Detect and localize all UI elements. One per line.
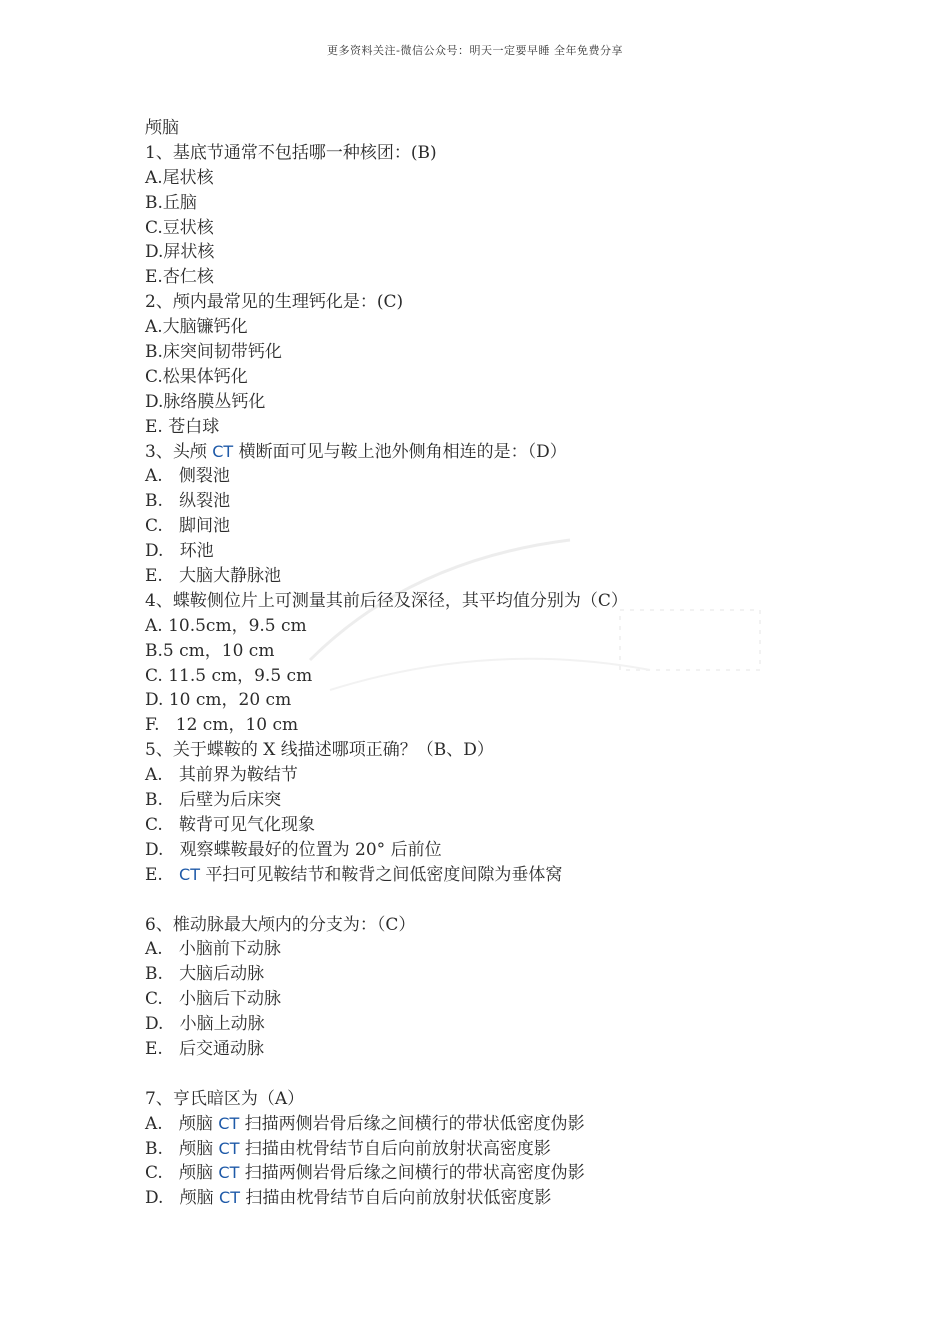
option-prefix: A. 颅脑 [145, 1113, 219, 1134]
question-document [145, 116, 865, 1211]
spacer [145, 1062, 865, 1087]
option: A.尾状核 [145, 167, 214, 188]
option [145, 1186, 865, 1211]
option-prefix: E. [145, 864, 180, 885]
option: D. 小脑上动脉 [145, 1014, 265, 1035]
option: E.杏仁核 [145, 267, 214, 288]
header-banner: 更多资料关注-微信公众号：明天一定要早睡 全年免费分享 [327, 44, 623, 57]
option: C. 鞍背可见气化现象 [145, 814, 316, 835]
option: C.松果体钙化 [145, 366, 248, 387]
option: E. 大脑大静脉池 [145, 566, 282, 587]
ct-term: CT [212, 441, 234, 461]
stem-text: 横断面可见与鞍上池外侧角相连的是：（D） [233, 441, 567, 462]
option-prefix: C. 颅脑 [145, 1163, 219, 1184]
option [145, 863, 865, 888]
section-title: 颅脑 [145, 118, 179, 138]
option-text: 扫描由枕骨结节自后向前放射状低密度影 [240, 1188, 552, 1209]
option: B.丘脑 [145, 192, 197, 213]
option-text: 扫描两侧岩骨后缘之间横行的带状低密度伪影 [239, 1113, 585, 1134]
option: B. 后壁为后床突 [145, 790, 282, 811]
stem-text: 3、头颅 [145, 441, 213, 462]
option: D. 观察蝶鞍最好的位置为 20° 后前位 [145, 839, 442, 860]
question-stem: 6、椎动脉最大颅内的分支为：（C） [145, 914, 416, 935]
option: B.床突间韧带钙化 [145, 342, 282, 363]
option: B. 纵裂池 [145, 491, 231, 512]
ct-term: CT [179, 864, 200, 884]
option: A.大脑镰钙化 [145, 317, 248, 338]
option: A. 其前界为鞍结节 [145, 765, 298, 786]
spacer [145, 888, 865, 913]
option-prefix: D. 颅脑 [145, 1188, 220, 1209]
option: E. 苍白球 [145, 416, 220, 437]
ct-term: CT [219, 1188, 240, 1208]
option: D. 环池 [145, 541, 214, 562]
option: D.屏状核 [145, 242, 215, 263]
option: B. 大脑后动脉 [145, 964, 265, 985]
option [145, 1137, 865, 1162]
option: F. 12 cm，10 cm [145, 715, 299, 736]
question-stem [145, 440, 865, 465]
option: E. 后交通动脉 [145, 1038, 265, 1059]
question-stem: 4、蝶鞍侧位片上可测量其前后径及深径，其平均值分别为（C） [145, 590, 628, 611]
question-stem: 7、亨氏暗区为（A） [145, 1088, 305, 1109]
option: C. 11.5 cm，9.5 cm [145, 665, 313, 686]
question-stem: 1、基底节通常不包括哪一种核团：(B) [145, 142, 437, 163]
option: D.脉络膜丛钙化 [145, 391, 266, 412]
option [145, 1112, 865, 1137]
option: C. 小脑后下动脉 [145, 989, 282, 1010]
option-text: 扫描由枕骨结节自后向前放射状高密度影 [239, 1138, 551, 1159]
option: C.豆状核 [145, 217, 214, 238]
option: C. 脚间池 [145, 516, 231, 537]
question-stem: 2、颅内最常见的生理钙化是：(C) [145, 292, 404, 313]
option [145, 1161, 865, 1186]
question-stem: 5、关于蝶鞍的 X 线描述哪项正确？（B、D） [145, 740, 494, 761]
option-text: 平扫可见鞍结节和鞍背之间低密度间隙为垂体窝 [199, 864, 563, 885]
option: D. 10 cm，20 cm [145, 690, 292, 711]
ct-term: CT [218, 1163, 240, 1183]
option: A. 侧裂池 [145, 466, 230, 487]
option-prefix: B. 颅脑 [145, 1138, 219, 1159]
option: A. 小脑前下动脉 [145, 939, 281, 960]
option: B.5 cm，10 cm [145, 640, 275, 661]
ct-term: CT [218, 1138, 240, 1158]
option: A. 10.5cm，9.5 cm [145, 615, 307, 636]
ct-term: CT [218, 1113, 240, 1133]
option-text: 扫描两侧岩骨后缘之间横行的带状高密度伪影 [239, 1163, 585, 1184]
